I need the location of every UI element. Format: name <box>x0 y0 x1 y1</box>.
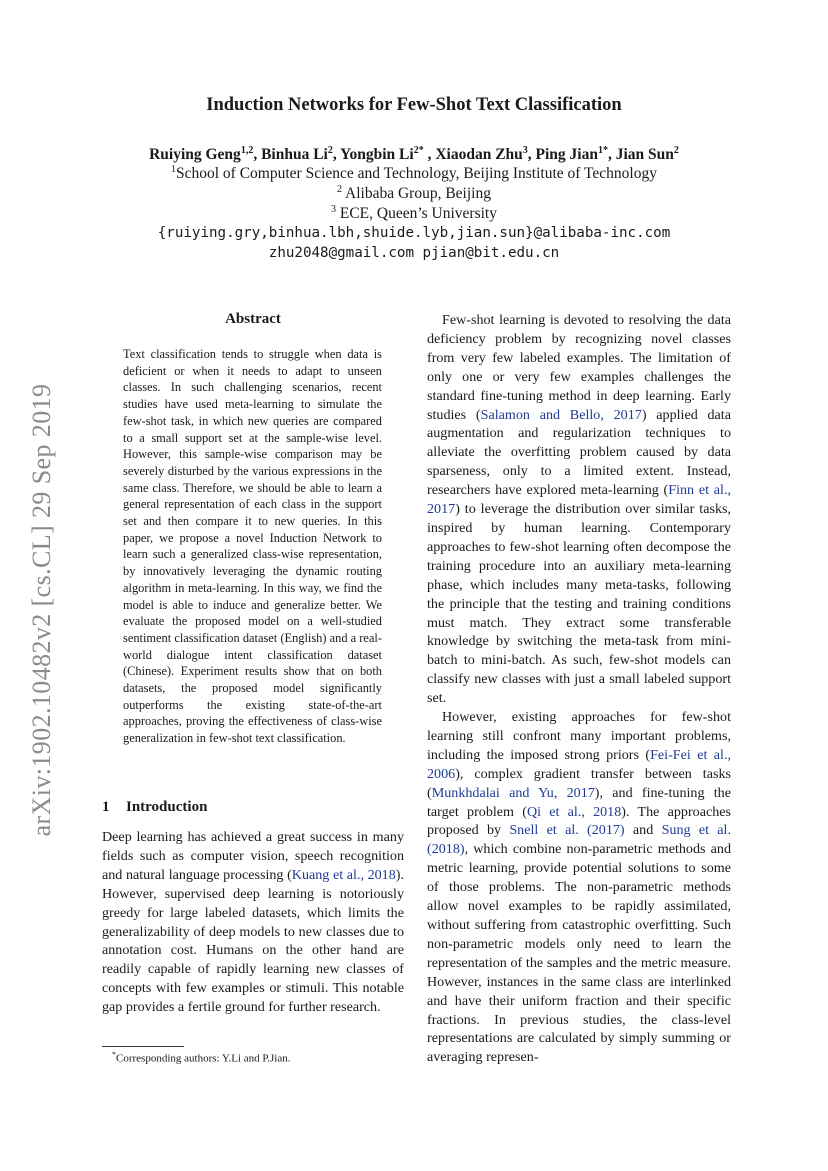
paragraph-text: ), complex gradient transfer between tasks ( <box>427 765 731 801</box>
citation-link[interactable]: Salamon and Bello, 2017 <box>480 406 642 423</box>
citation-link[interactable]: Munkhdalai and Yu, 2017 <box>431 784 595 801</box>
author-separator: , <box>423 146 436 164</box>
affiliation-line <box>60 184 768 203</box>
affiliation-mark: 1 <box>171 164 176 175</box>
paragraph-text: Few-shot learning is devoted to resolving the data deficiency problem by recognizing novel classes from very few labeled examples. The limitation of only one or very few examples challenges the standard fine-tuning method in deep learning. Early studies ( <box>427 312 731 423</box>
paragraph-text: ). However, supervised deep learning is notoriously greedy for large labeled datasets, which limits the generalizability of deep models to new classes due to annotation cost. Humans on the other hand are readily capable of rapidly learning new classes of concepts with few examples or stimuli. This notable gap provides a fertile ground for further research. <box>102 866 404 1016</box>
citation-link[interactable]: Finn et al., 2017 <box>427 482 731 518</box>
paper-title: Induction Networks for Few-Shot Text Classification <box>206 95 622 115</box>
affiliation-mark: 3 <box>330 204 336 215</box>
author-separator: , <box>332 146 341 164</box>
citation-link[interactable]: Qi et al., 2018 <box>526 803 622 820</box>
section-title: Introduction <box>126 799 208 815</box>
paragraph-text: ) to leverage the distribution over similar tasks, inspired by human learning. Contemporary approaches to few-shot learning often decompose the training procedure into an auxiliary meta-learning phase, which includes many meta-tasks, following the principle that the testing and training conditions must match. They extract some transferable knowledge by switching the meta-task from mini-batch to mini-batch. As such, few-shot models can classify new classes with just a small labeled support set. <box>427 501 731 707</box>
body-paragraph <box>427 708 731 1067</box>
affiliation-mark: 2 <box>337 184 343 195</box>
author-name: Binhua Li <box>261 146 328 164</box>
paragraph-text: ) applied data augmentation and regularization techniques to alleviate the overfitting problem caused by data sparseness, only to a limited extent. Instead, researchers have explored meta-learning ( <box>427 406 731 499</box>
author-affiliation-mark: 3 <box>522 145 528 156</box>
citation-link[interactable]: Snell et al. (2017) <box>509 822 625 839</box>
author-separator: , <box>253 146 262 164</box>
citation-link[interactable]: Kuang et al., 2018 <box>291 866 396 883</box>
author-affiliation-mark: 2 <box>327 145 333 156</box>
author-name: Yongbin Li <box>340 146 414 164</box>
affiliation-text: School of Computer Science and Technology, Beijing Institute of Technology <box>176 165 657 183</box>
author-name: Ruiying Geng <box>149 146 241 164</box>
citation-link[interactable]: Fei-Fei et al., 2006 <box>427 746 731 782</box>
body-paragraph <box>427 311 731 708</box>
section-number: 1 <box>102 799 110 815</box>
paragraph-text: ). The approaches proposed by <box>427 803 731 839</box>
author-separator: , <box>527 146 536 164</box>
arxiv-identifier-stamp: arXiv:1902.10482v2 [cs.CL] 29 Sep 2019 <box>27 383 56 837</box>
abstract-text: Text classification tends to struggle when data is deficient or when it needs to adapt to unseen classes. In such challenging scenarios, recent studies have used meta-learning to simulate the few-shot task, in which new queries are compared to a small support set at the sample-wise level. However, this sample-wise comparison may be severely disturbed by the various expressions in the same class. Therefore, we should be able to learn a general representation of each class in the support set and then compare it to new queries. In this paper, we propose a novel Induction Network to learn such a generalized class-wise representation, by innovatively leveraging the dynamic routing algorithm in meta-learning. In this way, we find the model is able to induce and generalize better. We evaluate the proposed model on a well-studied sentiment classification dataset (English) and a real-world dialogue intent classification dataset (Chinese). Experiment results show that on both datasets, the proposed model significantly outperforms the existing state-of-the-art approaches, proving the effectiveness of class-wise generalization in few-shot text classification. <box>123 347 382 746</box>
affiliation-line <box>60 164 768 183</box>
footnote <box>112 1050 290 1065</box>
abstract-heading: Abstract <box>225 311 281 327</box>
author-affiliation-mark: 1* <box>597 145 608 156</box>
affiliation-text: Alibaba Group, Beijing <box>342 185 491 203</box>
paragraph-text: and <box>624 822 662 839</box>
author-name: Ping Jian <box>535 146 598 164</box>
footnote-divider <box>102 1046 184 1047</box>
author-emails: {ruiying.gry,binhua.lbh,shuide.lyb,jian.sun}@alibaba-inc.com <box>157 225 671 241</box>
author-emails: zhu2048@gmail.com pjian@bit.edu.cn <box>268 245 560 261</box>
author-name: Xiaodan Zhu <box>435 146 523 164</box>
footnote-text: Corresponding authors: Y.Li and P.Jian. <box>116 1052 291 1065</box>
author-list <box>60 145 768 164</box>
paragraph-text: Deep learning has achieved a great success in many fields such as computer vision, speech recognition and natural language processing ( <box>102 829 404 883</box>
affiliation-line <box>60 204 768 223</box>
paragraph-text: However, existing approaches for few-shot learning still confront many important problems, including the imposed strong priors ( <box>427 709 731 763</box>
author-affiliation-mark: 1,2 <box>240 145 254 156</box>
author-affiliation-mark: 2 <box>673 145 679 156</box>
paragraph-text: , which combine non-parametric methods and metric learning, provide potential solutions to some of those problems. The non-parametric methods allow novel examples to be rapidly assimilated, without suffering from catastrophic overfitting. Such non-parametric models only need to learn the representation of the samples and the metric measure. However, instances in the same class are interlinked and have their uniform fraction and their specific fractions. In previous studies, the class-level representations are calculated by simply summing or averaging represen- <box>427 841 731 1066</box>
affiliation-text: ECE, Queen’s University <box>335 205 497 223</box>
author-affiliation-mark: 2* <box>413 145 424 156</box>
section-heading <box>102 799 207 816</box>
paragraph-text: ), and fine-tuning the target problem ( <box>427 784 731 820</box>
footnote-mark: * <box>112 1050 116 1059</box>
citation-link[interactable]: Sung et al. (2018) <box>427 822 731 858</box>
author-separator: , <box>607 146 616 164</box>
author-name: Jian Sun <box>615 146 674 164</box>
intro-paragraph <box>102 828 404 1017</box>
